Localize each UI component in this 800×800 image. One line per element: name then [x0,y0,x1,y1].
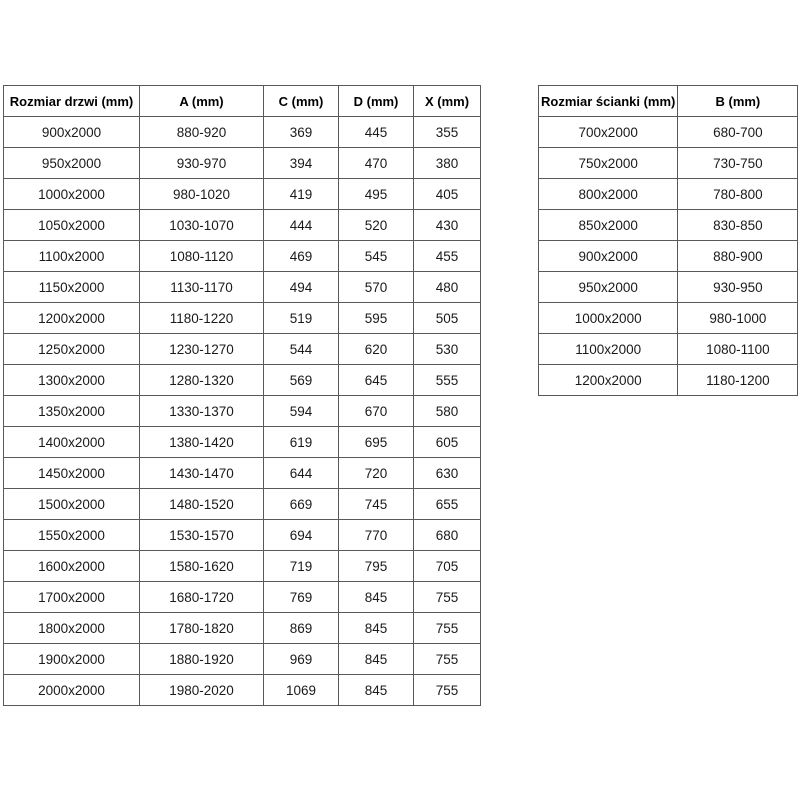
table-cell: 1180-1220 [140,303,264,334]
table-row [539,210,798,241]
table-row [539,241,798,272]
table-row [4,551,481,582]
table-cell: 470 [339,148,414,179]
table-row [539,148,798,179]
table-row [4,303,481,334]
table-cell: 369 [264,117,339,148]
table-cell: 505 [414,303,481,334]
table-row [539,117,798,148]
header-cell: Rozmiar drzwi (mm) [4,86,140,117]
table-cell: 1000x2000 [539,303,678,334]
table-cell: 1250x2000 [4,334,140,365]
table-cell: 1800x2000 [4,613,140,644]
table-cell: 644 [264,458,339,489]
table-cell: 845 [339,675,414,706]
table-row [4,272,481,303]
table-cell: 405 [414,179,481,210]
table-cell: 444 [264,210,339,241]
table-cell: 380 [414,148,481,179]
table-cell: 800x2000 [539,179,678,210]
table-cell: 1550x2000 [4,520,140,551]
table-cell: 630 [414,458,481,489]
table-cell: 1580-1620 [140,551,264,582]
table-cell: 795 [339,551,414,582]
table-row [4,148,481,179]
table-cell: 680 [414,520,481,551]
table-cell: 750x2000 [539,148,678,179]
table-cell: 419 [264,179,339,210]
table-cell: 445 [339,117,414,148]
table-cell: 1030-1070 [140,210,264,241]
table-cell: 619 [264,427,339,458]
table-cell: 845 [339,582,414,613]
table-cell: 700x2000 [539,117,678,148]
header-row [539,86,798,117]
table-cell: 705 [414,551,481,582]
table-row [4,675,481,706]
header-cell: Rozmiar ścianki (mm) [539,86,678,117]
table-cell: 950x2000 [4,148,140,179]
header-cell: A (mm) [140,86,264,117]
table-cell: 1350x2000 [4,396,140,427]
table-cell: 845 [339,613,414,644]
header-cell: C (mm) [264,86,339,117]
table-cell: 555 [414,365,481,396]
table-cell: 1700x2000 [4,582,140,613]
table-cell: 900x2000 [4,117,140,148]
table-row [4,334,481,365]
table-row [4,365,481,396]
table-cell: 880-920 [140,117,264,148]
table-cell: 780-800 [678,179,798,210]
table-cell: 1050x2000 [4,210,140,241]
table-cell: 755 [414,675,481,706]
table-cell: 1780-1820 [140,613,264,644]
table-cell: 455 [414,241,481,272]
table-row [539,179,798,210]
table-row [4,520,481,551]
table-cell: 1000x2000 [4,179,140,210]
table-cell: 1200x2000 [4,303,140,334]
table-cell: 1080-1120 [140,241,264,272]
table-cell: 680-700 [678,117,798,148]
table-cell: 645 [339,365,414,396]
table-cell: 980-1020 [140,179,264,210]
table-cell: 394 [264,148,339,179]
table-cell: 580 [414,396,481,427]
table-cell: 1500x2000 [4,489,140,520]
table-cell: 880-900 [678,241,798,272]
table-cell: 1880-1920 [140,644,264,675]
table-cell: 530 [414,334,481,365]
table-cell: 1980-2020 [140,675,264,706]
table-cell: 830-850 [678,210,798,241]
table-cell: 544 [264,334,339,365]
header-cell: D (mm) [339,86,414,117]
wall-panel-sizes-table [538,85,798,396]
table-cell: 869 [264,613,339,644]
table-cell: 569 [264,365,339,396]
table-cell: 1450x2000 [4,458,140,489]
table-cell: 720 [339,458,414,489]
table-cell: 430 [414,210,481,241]
table-cell: 694 [264,520,339,551]
table-cell: 355 [414,117,481,148]
table-cell: 755 [414,644,481,675]
table-cell: 730-750 [678,148,798,179]
table-row [539,303,798,334]
table-cell: 494 [264,272,339,303]
table-cell: 850x2000 [539,210,678,241]
table-cell: 605 [414,427,481,458]
table-cell: 669 [264,489,339,520]
table-row [4,396,481,427]
table-cell: 695 [339,427,414,458]
table-cell: 755 [414,582,481,613]
table-cell: 745 [339,489,414,520]
table-cell: 930-970 [140,148,264,179]
table-cell: 1600x2000 [4,551,140,582]
table-cell: 900x2000 [539,241,678,272]
table-cell: 969 [264,644,339,675]
table-cell: 1380-1420 [140,427,264,458]
table-row [4,179,481,210]
table-cell: 1400x2000 [4,427,140,458]
table-row [4,458,481,489]
table-cell: 950x2000 [539,272,678,303]
table-cell: 1330-1370 [140,396,264,427]
table-cell: 545 [339,241,414,272]
table-cell: 719 [264,551,339,582]
table-cell: 1530-1570 [140,520,264,551]
table-cell: 519 [264,303,339,334]
table-cell: 755 [414,613,481,644]
table-cell: 1080-1100 [678,334,798,365]
table-cell: 1280-1320 [140,365,264,396]
table-cell: 469 [264,241,339,272]
table-cell: 1680-1720 [140,582,264,613]
table-cell: 1100x2000 [4,241,140,272]
table-cell: 594 [264,396,339,427]
table-cell: 655 [414,489,481,520]
table-row [4,427,481,458]
table-row [4,117,481,148]
table-row [4,613,481,644]
table-cell: 480 [414,272,481,303]
table-cell: 1200x2000 [539,365,678,396]
table-row [539,365,798,396]
table-cell: 1900x2000 [4,644,140,675]
table-cell: 620 [339,334,414,365]
header-cell: X (mm) [414,86,481,117]
table-cell: 2000x2000 [4,675,140,706]
table-cell: 1300x2000 [4,365,140,396]
table-row [539,272,798,303]
table-cell: 1480-1520 [140,489,264,520]
table-row [4,582,481,613]
table-cell: 980-1000 [678,303,798,334]
header-row [4,86,481,117]
table-cell: 495 [339,179,414,210]
table-cell: 1130-1170 [140,272,264,303]
table-cell: 1180-1200 [678,365,798,396]
table-cell: 1150x2000 [4,272,140,303]
table-cell: 1430-1470 [140,458,264,489]
table-row [4,489,481,520]
table-cell: 520 [339,210,414,241]
table-cell: 1100x2000 [539,334,678,365]
table-cell: 770 [339,520,414,551]
table-row [4,210,481,241]
table-row [4,241,481,272]
table-row [539,334,798,365]
table-cell: 769 [264,582,339,613]
table-cell: 930-950 [678,272,798,303]
table-cell: 595 [339,303,414,334]
table-row [4,644,481,675]
table-cell: 570 [339,272,414,303]
table-cell: 845 [339,644,414,675]
header-cell: B (mm) [678,86,798,117]
table-cell: 670 [339,396,414,427]
table-cell: 1230-1270 [140,334,264,365]
door-sizes-table [3,85,481,706]
table-cell: 1069 [264,675,339,706]
